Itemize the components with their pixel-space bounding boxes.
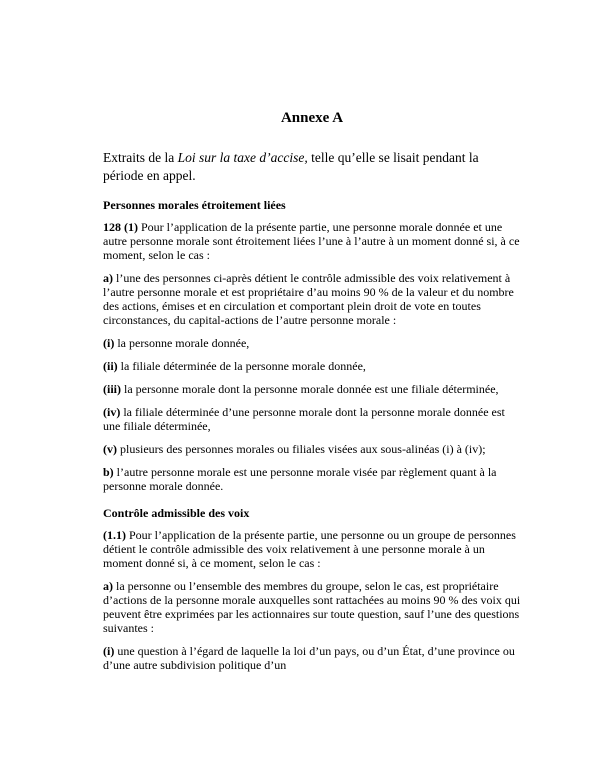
paragraph xyxy=(103,465,521,493)
intro-text: telle qu’elle se lisait pendant la période en appel. xyxy=(103,150,479,183)
section-heading: Contrôle admissible des voix xyxy=(103,506,250,520)
paragraph-text: Pour l’application de la présente partie, une personne ou un groupe de personnes détient le contrôle admissible des voix relativement à une personne morale à un moment donné si, à ce moment, selon le cas : xyxy=(103,528,516,570)
paragraph xyxy=(103,442,521,456)
paragraph-text: l’autre personne morale est une personne morale visée par règlement quant à la personne morale donnée. xyxy=(103,465,497,493)
paragraph-label: (iv) xyxy=(103,405,121,419)
paragraph-label: (v) xyxy=(103,442,117,456)
paragraph xyxy=(103,405,521,433)
paragraph xyxy=(103,382,521,396)
section-heading: Personnes morales étroitement liées xyxy=(103,198,286,212)
paragraph-text: Pour l’application de la présente partie, une personne morale donnée et une autre personne morale sont étroitement liées l’une à l’autre à un moment donné si, à ce moment, selon le cas : xyxy=(103,220,520,262)
paragraph-label: (i) xyxy=(103,336,115,350)
paragraph-label: 128 (1) xyxy=(103,220,138,234)
paragraph-label: a) xyxy=(103,579,113,593)
paragraph-text: la personne morale dont la personne morale donnée est une filiale déterminée, xyxy=(121,382,499,396)
paragraph-label: (i) xyxy=(103,644,115,658)
paragraph xyxy=(103,579,521,635)
paragraph-text: la personne morale donnée, xyxy=(114,336,250,350)
paragraph-label: b) xyxy=(103,465,114,479)
intro-text: Extraits de la xyxy=(103,150,178,165)
paragraph-label: a) xyxy=(103,271,113,285)
paragraph xyxy=(103,644,521,672)
paragraph xyxy=(103,336,521,350)
paragraph-text: une question à l’égard de laquelle la loi d’un pays, ou d’un État, d’une province ou d’une autre subdivision politique d’un xyxy=(103,644,515,672)
paragraph-text: la personne ou l’ensemble des membres du groupe, selon le cas, est propriétaire d’actions de la personne morale auxquelles sont rattachées au moins 90 % des voix qui peuvent être exprimées par les actionnaires sur toute question, sauf l’une des questions suivantes : xyxy=(103,579,521,635)
document-title: Annexe A xyxy=(280,110,344,126)
paragraph-text: l’une des personnes ci-après détient le contrôle admissible des voix relativement à l’autre personne morale et est propriétaire d’au moins 90 % de la valeur et du nombre des actions, émises et en circulation et comportant plein droit de vote en toutes circonstances, du capital-actions de l’autre personne morale : xyxy=(103,271,514,327)
paragraph-text: plusieurs des personnes morales ou filiales visées aux sous-alinéas (i) à (iv); xyxy=(117,442,486,456)
paragraph xyxy=(103,528,521,570)
paragraph-label: (iii) xyxy=(103,382,121,396)
paragraph-text: la filiale déterminée d’une personne morale dont la personne morale donnée est une filiale déterminée, xyxy=(103,405,505,433)
paragraph xyxy=(103,271,521,327)
paragraph xyxy=(103,220,521,262)
document-body xyxy=(103,198,521,672)
paragraph-text: la filiale déterminée de la personne morale donnée, xyxy=(117,359,366,373)
paragraph xyxy=(103,359,521,373)
paragraph-label: (ii) xyxy=(103,359,118,373)
intro-paragraph xyxy=(103,149,521,185)
statute-name-italic: Loi sur la taxe d’accise, xyxy=(177,150,308,165)
paragraph-label: (1.1) xyxy=(103,528,126,542)
